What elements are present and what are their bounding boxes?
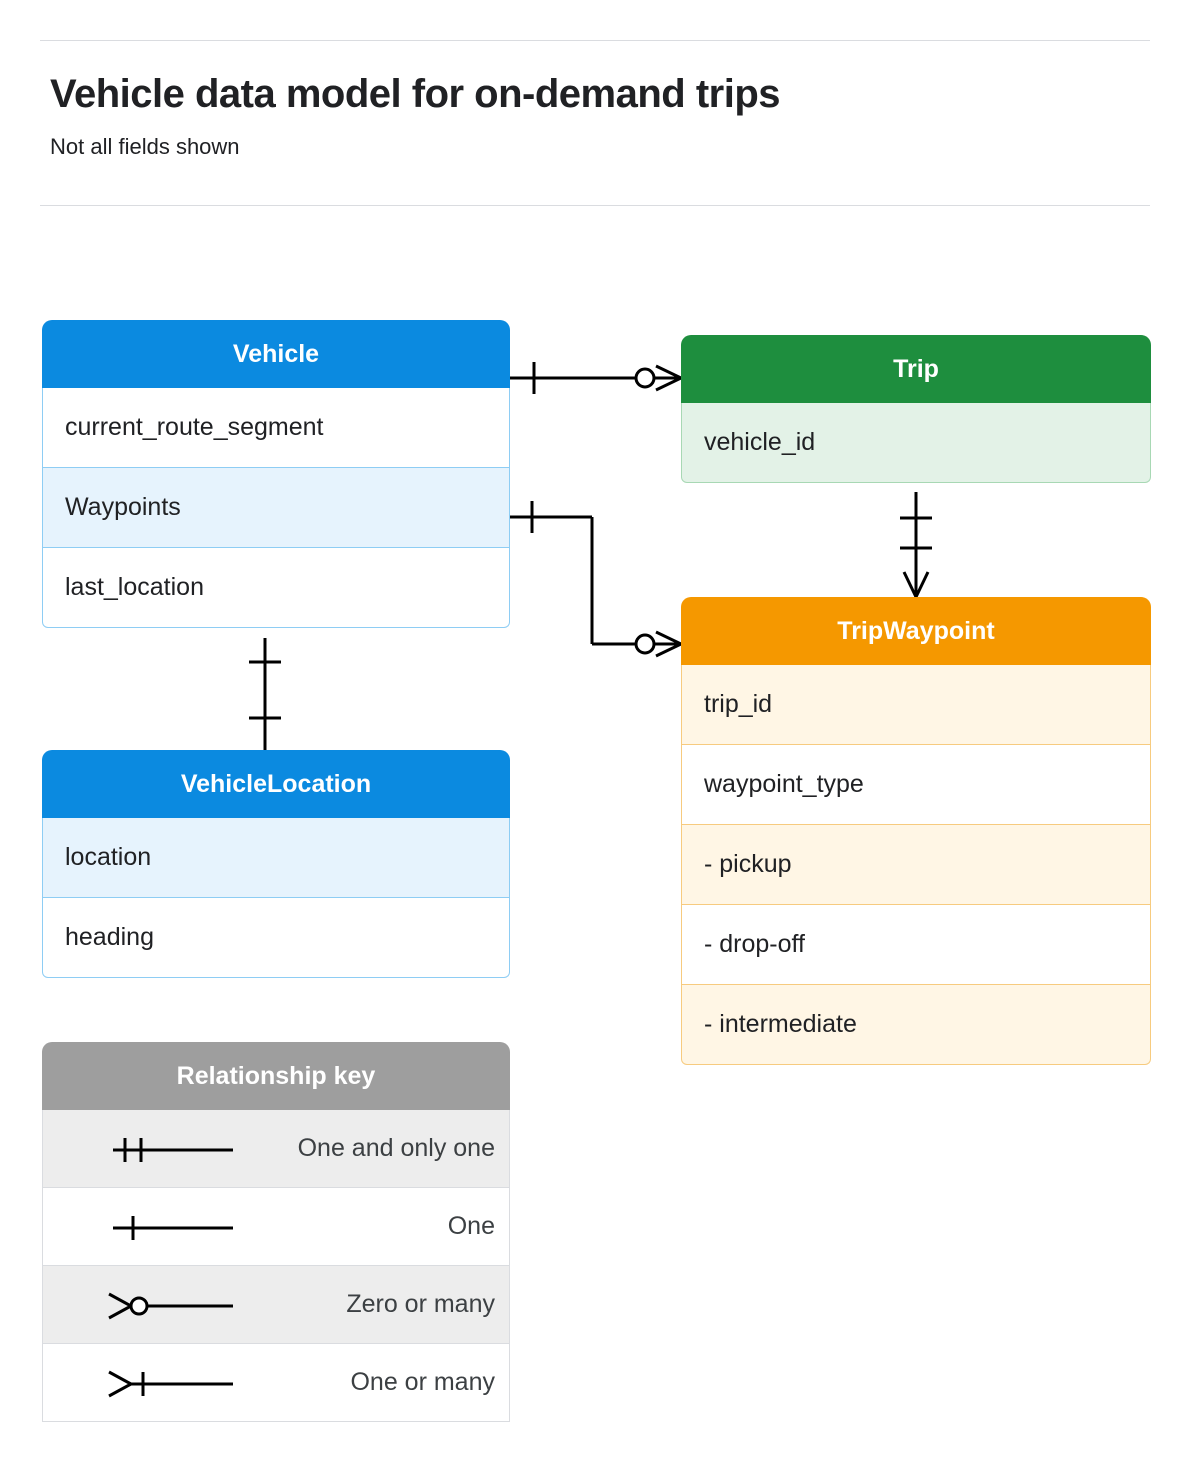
entity-trip-field-vehicle-id: vehicle_id bbox=[681, 403, 1151, 483]
entity-tripwaypoint-title: TripWaypoint bbox=[681, 597, 1151, 665]
legend-label-zero-or-many: Zero or many bbox=[346, 1290, 495, 1318]
entity-trip-title: Trip bbox=[681, 335, 1151, 403]
entity-vehiclelocation-title: VehicleLocation bbox=[42, 750, 510, 818]
page-subtitle: Not all fields shown bbox=[50, 134, 240, 159]
relationship-key-title: Relationship key bbox=[42, 1042, 510, 1110]
entity-tripwaypoint-value-dropoff: - drop-off bbox=[681, 905, 1151, 985]
legend-row-one-and-only-one bbox=[42, 1110, 510, 1188]
legend-label-one-and-only-one: One and only one bbox=[297, 1134, 495, 1162]
entity-tripwaypoint-field-trip-id: trip_id bbox=[681, 665, 1151, 745]
entity-vehiclelocation-field-location: location bbox=[42, 818, 510, 898]
legend-label-one: One bbox=[447, 1212, 495, 1240]
entity-vehiclelocation[interactable] bbox=[42, 750, 510, 978]
header-divider-bottom bbox=[40, 205, 1150, 206]
entity-vehicle-title: Vehicle bbox=[42, 320, 510, 388]
entity-tripwaypoint-value-intermediate: - intermediate bbox=[681, 985, 1151, 1065]
entity-vehicle-field-current-route-segment: current_route_segment bbox=[42, 388, 510, 468]
entity-tripwaypoint-field-waypoint-type: waypoint_type bbox=[681, 745, 1151, 825]
legend-row-one bbox=[42, 1188, 510, 1266]
legend-row-one-or-many bbox=[42, 1344, 510, 1422]
page-title: Vehicle data model for on-demand trips bbox=[50, 72, 781, 116]
relationship-key-legend[interactable] bbox=[42, 1042, 510, 1422]
entity-vehicle-field-waypoints: Waypoints bbox=[42, 468, 510, 548]
header-divider-top bbox=[40, 40, 1150, 41]
legend-label-one-or-many: One or many bbox=[350, 1368, 495, 1396]
entity-tripwaypoint-value-pickup: - pickup bbox=[681, 825, 1151, 905]
entity-tripwaypoint[interactable] bbox=[681, 597, 1151, 1065]
entity-vehicle-field-last-location: last_location bbox=[42, 548, 510, 628]
entity-trip[interactable] bbox=[681, 335, 1151, 483]
entity-vehicle[interactable] bbox=[42, 320, 510, 628]
entity-vehiclelocation-field-heading: heading bbox=[42, 898, 510, 978]
legend-row-zero-or-many bbox=[42, 1266, 510, 1344]
